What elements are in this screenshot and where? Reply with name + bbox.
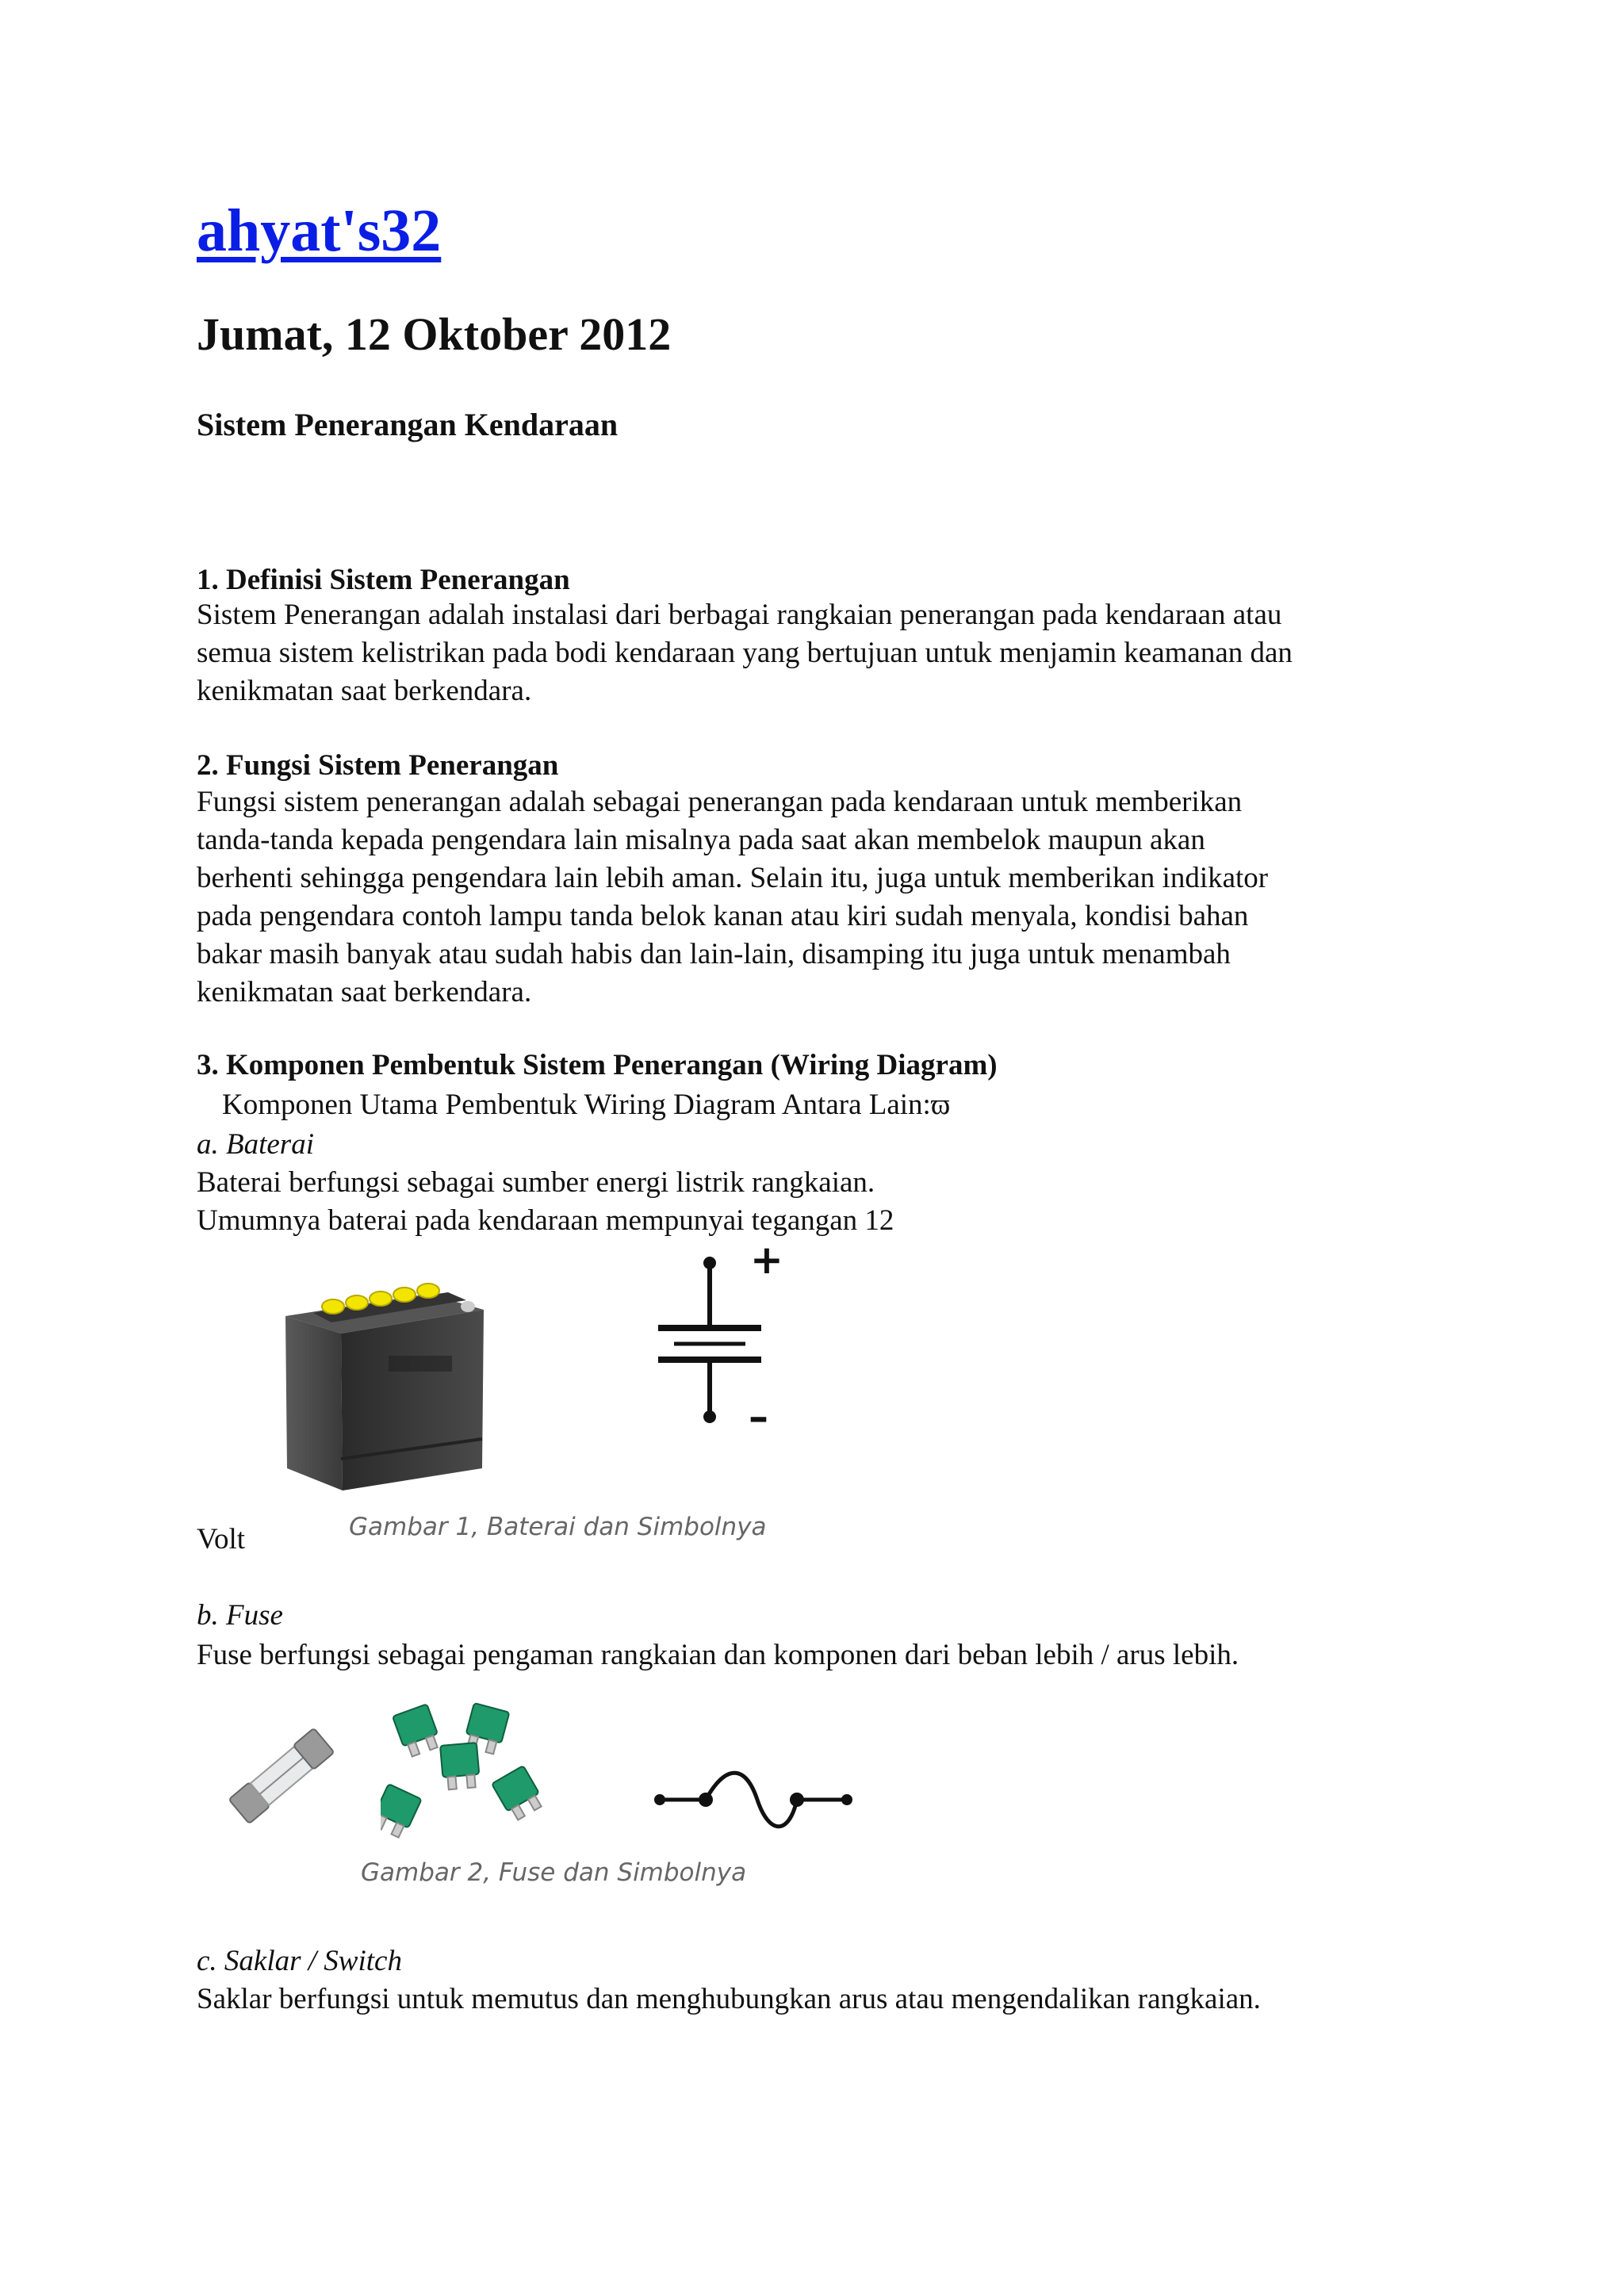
- section-2-line: pada pengendara contoh lampu tanda belok kanan atau kiri sudah menyala, kondisi bahan: [197, 900, 1249, 932]
- component-b-line-1: Fuse berfungsi sebagai pengaman rangkaian dan komponen dari beban lebih / arus lebih.: [197, 1639, 1239, 1671]
- glass-fuse-image: [214, 1712, 349, 1839]
- section-1-heading: 1. Definisi Sistem Penerangan: [197, 564, 570, 596]
- figure-1-caption: Gambar 1, Baterai dan Simbolnya: [349, 1513, 767, 1541]
- section-1-line: Sistem Penerangan adalah instalasi dari berbagai rangkaian penerangan pada kendaraan atau: [197, 599, 1282, 631]
- post-title: Sistem Penerangan Kendaraan: [197, 407, 619, 442]
- section-3-intro: Komponen Utama Pembentuk Wiring Diagram Antara Lain:ϖ: [222, 1089, 951, 1121]
- post-date: Jumat, 12 Oktober 2012: [197, 308, 672, 360]
- section-2-line: Fungsi sistem penerangan adalah sebagai penerangan pada kendaraan untuk memberikan: [197, 786, 1243, 818]
- section-2-line: kenikmatan saat berkendara.: [197, 976, 532, 1008]
- section-1-line: kenikmatan saat berkendara.: [197, 675, 532, 707]
- fuse-symbol-icon: [650, 1764, 856, 1835]
- component-b-label: b. Fuse: [197, 1599, 283, 1632]
- battery-minus-label: –: [749, 1394, 768, 1440]
- section-2-line: tanda-tanda kepada pengendara lain misalnya pada saat akan membelok maupun akan: [197, 824, 1205, 856]
- blade-fuses-image: [381, 1697, 571, 1855]
- component-c-line-1: Saklar berfungsi untuk memutus dan menghubungkan arus atau mengendalikan rangkaian.: [197, 1983, 1261, 2015]
- component-a-label: a. Baterai: [197, 1128, 314, 1161]
- battery-image: [270, 1261, 500, 1498]
- section-1-body: [197, 596, 1293, 710]
- section-2-line: berhenti sehingga pengendara lain lebih aman. Selain itu, juga untuk memberikan indikator: [197, 862, 1269, 894]
- component-c-label: c. Saklar / Switch: [197, 1945, 402, 1977]
- component-a-line-1: Baterai berfungsi sebagai sumber energi listrik rangkaian.: [197, 1166, 875, 1199]
- section-3-heading: 3. Komponen Pembentuk Sistem Penerangan (Wiring Diagram): [197, 1049, 998, 1081]
- component-a-unit: Volt: [197, 1523, 246, 1556]
- section-2-body: [197, 783, 1268, 1012]
- component-a-line-2: Umumnya baterai pada kendaraan mempunyai tegangan 12: [197, 1204, 894, 1237]
- section-1-line: semua sistem kelistrikan pada bodi kendaraan yang bertujuan untuk menjamin keamanan dan: [197, 637, 1293, 669]
- blog-title-link[interactable]: ahyat's32: [197, 197, 442, 264]
- figure-2-caption: Gambar 2, Fuse dan Simbolnya: [361, 1858, 747, 1887]
- section-2-line: bakar masih banyak atau sudah habis dan lain-lain, disamping itu juga untuk menambah: [197, 938, 1231, 970]
- section-2-heading: 2. Fungsi Sistem Penerangan: [197, 749, 559, 782]
- battery-plus-label: +: [750, 1237, 783, 1283]
